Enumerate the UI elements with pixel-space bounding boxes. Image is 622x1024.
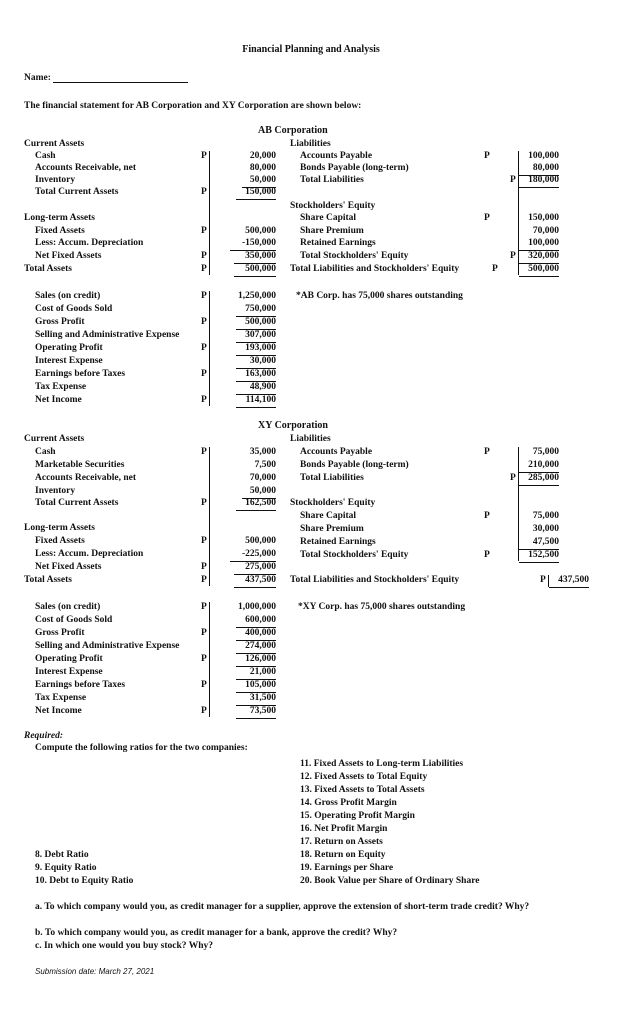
xy-ebt-label: Earnings before Taxes: [35, 680, 126, 690]
xy-ni-value: 73,500: [236, 706, 276, 719]
xy-nfa-label: Net Fixed Assets: [35, 562, 102, 572]
currency-symbol: P: [201, 680, 207, 690]
xy-ni-label: Net Income: [35, 706, 82, 716]
currency-symbol: P: [201, 264, 207, 274]
xy-inventory-label: Inventory: [35, 486, 76, 496]
ab-company-title: AB Corporation: [258, 125, 328, 136]
currency-symbol: P: [484, 447, 490, 457]
ab-op-value: 193,000: [236, 343, 276, 356]
ab-tax-label: Tax Expense: [35, 382, 87, 392]
currency-symbol: P: [201, 226, 207, 236]
name-field-line[interactable]: [53, 72, 188, 83]
value-column-rule: [209, 291, 210, 406]
ab-current-assets-heading: Current Assets: [24, 139, 85, 149]
currency-symbol: P: [484, 511, 490, 521]
xy-re-value: 47,500: [519, 537, 559, 550]
list-item: 16. Net Profit Margin: [300, 824, 388, 834]
intro-text: The financial statement for AB Corporation and XY Corporation are shown below:: [24, 101, 362, 111]
ab-re-value: 100,000: [519, 238, 559, 251]
currency-symbol: P: [484, 213, 490, 223]
list-item: 14. Gross Profit Margin: [300, 798, 397, 808]
ab-tl-label: Total Liabilities: [300, 175, 364, 185]
xy-op-value: 126,000: [236, 654, 276, 667]
currency-symbol: P: [510, 251, 516, 261]
xy-inventory-value: 50,000: [242, 486, 276, 499]
xy-tca-value: 162,500: [236, 498, 276, 511]
ab-dep-value: -150,000: [230, 238, 276, 251]
required-heading: Required:: [24, 731, 64, 741]
ab-sc-label: Share Capital: [300, 213, 357, 223]
list-item: 17. Return on Assets: [300, 837, 383, 847]
currency-symbol: P: [201, 628, 207, 638]
currency-symbol: P: [201, 187, 207, 197]
xy-sales-value: 1,000,000: [238, 602, 276, 612]
xy-tl-value: 285,000: [519, 473, 559, 486]
xy-sc-value: 75,000: [532, 511, 559, 521]
ab-tca-value: 150,000: [236, 187, 276, 200]
list-item: 15. Operating Profit Margin: [300, 811, 415, 821]
currency-symbol: P: [201, 498, 207, 508]
ab-ebt-label: Earnings before Taxes: [35, 369, 126, 379]
ab-liabilities-heading: Liabilities: [290, 139, 331, 149]
xy-ebt-value: 105,000: [236, 680, 276, 693]
xy-bp-label: Bonds Payable (long-term): [300, 460, 409, 470]
ab-fixed-value: 500,000: [245, 226, 276, 236]
xy-dep-value: -225,000: [230, 549, 276, 562]
currency-symbol: P: [201, 447, 207, 457]
xy-int-label: Interest Expense: [35, 667, 103, 677]
currency-symbol: P: [510, 473, 516, 483]
ab-op-label: Operating Profit: [35, 343, 103, 353]
ab-ebt-value: 163,000: [236, 369, 276, 382]
ab-bp-value: 80,000: [519, 163, 559, 176]
xy-bp-value: 210,000: [519, 460, 559, 473]
ab-inventory-value: 50,000: [242, 175, 276, 188]
ab-inventory-label: Inventory: [35, 175, 76, 185]
xy-tax-label: Tax Expense: [35, 693, 87, 703]
xy-ta-value: 437,500: [234, 575, 276, 588]
xy-sales-label: Sales (on credit): [35, 602, 101, 612]
currency-symbol: P: [201, 654, 207, 664]
xy-ap-value: 75,000: [532, 447, 559, 457]
xy-lt-assets-heading: Long-term Assets: [24, 523, 95, 533]
xy-dep-label: Less: Accum. Depreciation: [35, 549, 144, 559]
ab-tl-value: 180,000: [519, 175, 559, 188]
xy-fixed-label: Fixed Assets: [35, 536, 85, 546]
xy-cogs-label: Cost of Goods Sold: [35, 615, 113, 625]
ab-sales-value: 1,250,000: [238, 291, 276, 301]
question-b: b. To which company would you, as credit manager for a bank, approve the credit? Why?: [35, 928, 398, 938]
xy-cash-value: 35,000: [249, 447, 276, 457]
page-title: Financial Planning and Analysis: [242, 44, 380, 55]
ab-sc-value: 150,000: [528, 213, 559, 223]
xy-tse-label: Total Stockholders' Equity: [300, 550, 409, 560]
xy-sga-label: Selling and Administrative Expense: [35, 641, 180, 651]
currency-symbol: P: [201, 291, 207, 301]
ab-ap-value: 100,000: [528, 151, 559, 161]
ab-gp-label: Gross Profit: [35, 317, 85, 327]
ab-tse-label: Total Stockholders' Equity: [300, 251, 409, 261]
list-item: 13. Fixed Assets to Total Assets: [300, 785, 425, 795]
question-a: a. To which company would you, as credit manager for a supplier, approve the extension of short-term trade credit? Why?: [35, 902, 530, 912]
ab-ar-label: Accounts Receivable, net: [35, 163, 137, 173]
currency-symbol: P: [510, 175, 516, 185]
ab-cogs-value: 750,000: [236, 304, 276, 317]
xy-company-title: XY Corporation: [258, 420, 328, 431]
ab-ni-value: 114,100: [236, 395, 276, 408]
ab-ni-label: Net Income: [35, 395, 82, 405]
list-item: 10. Debt to Equity Ratio: [35, 876, 134, 886]
list-item: 8. Debt Ratio: [35, 850, 89, 860]
xy-tax-value: 31,500: [236, 693, 276, 706]
currency-symbol: P: [492, 264, 498, 274]
xy-tse-value: 152,500: [519, 550, 559, 563]
xy-nfa-value: 275,000: [234, 562, 276, 575]
ab-sga-value: 307,000: [236, 330, 276, 343]
currency-symbol: P: [484, 151, 490, 161]
question-c: c. In which one would you buy stock? Why?: [35, 941, 213, 951]
ab-ar-value: 80,000: [249, 163, 276, 173]
xy-ar-label: Accounts Receivable, net: [35, 473, 137, 483]
xy-tca-label: Total Current Assets: [35, 498, 119, 508]
xy-tl-label: Total Liabilities: [300, 473, 364, 483]
xy-sc-label: Share Capital: [300, 511, 357, 521]
ab-ta-label: Total Assets: [24, 264, 72, 274]
ab-cash-label: Cash: [35, 151, 56, 161]
currency-symbol: P: [484, 550, 490, 560]
xy-current-assets-heading: Current Assets: [24, 434, 85, 444]
currency-symbol: P: [201, 575, 207, 585]
xy-re-label: Retained Earnings: [300, 537, 376, 547]
currency-symbol: P: [201, 251, 207, 261]
ab-fixed-label: Fixed Assets: [35, 226, 85, 236]
ab-tca-label: Total Current Assets: [35, 187, 119, 197]
xy-fixed-value: 500,000: [245, 536, 276, 546]
ab-sales-label: Sales (on credit): [35, 291, 101, 301]
currency-symbol: P: [540, 575, 546, 585]
ab-lt-assets-heading: Long-term Assets: [24, 213, 95, 223]
xy-ar-value: 70,000: [249, 473, 276, 483]
xy-sp-label: Share Premium: [300, 524, 364, 534]
currency-symbol: P: [201, 706, 207, 716]
xy-ap-label: Accounts Payable: [300, 447, 373, 457]
ab-tle-label: Total Liabilities and Stockholders' Equity: [290, 264, 460, 274]
ab-nfa-value: 350,000: [234, 251, 276, 264]
xy-tle-label: Total Liabilities and Stockholders' Equity: [290, 575, 460, 585]
ab-tle-value: 500,000: [519, 264, 559, 277]
ab-re-label: Retained Earnings: [300, 238, 376, 248]
currency-symbol: P: [201, 395, 207, 405]
ab-dep-label: Less: Accum. Depreciation: [35, 238, 144, 248]
xy-cogs-value: 600,000: [236, 615, 276, 628]
list-item: 12. Fixed Assets to Total Equity: [300, 772, 428, 782]
xy-shares-note: *XY Corp. has 75,000 shares outstanding: [298, 602, 466, 612]
submission-date: Submission date: March 27, 2021: [35, 967, 155, 976]
ab-cogs-label: Cost of Goods Sold: [35, 304, 113, 314]
list-item: 9. Equity Ratio: [35, 863, 97, 873]
xy-cash-label: Cash: [35, 447, 56, 457]
ab-int-value: 30,000: [236, 356, 276, 369]
xy-tle-value: 437,500: [549, 575, 589, 588]
xy-sp-value: 30,000: [532, 524, 559, 534]
currency-symbol: P: [201, 602, 207, 612]
currency-symbol: P: [201, 562, 207, 572]
ab-tax-value: 48,900: [236, 382, 276, 395]
xy-sga-value: 274,000: [236, 641, 276, 654]
ab-tse-value: 320,000: [519, 251, 559, 264]
list-item: 20. Book Value per Share of Ordinary Share: [300, 876, 480, 886]
currency-symbol: P: [201, 151, 207, 161]
currency-symbol: P: [201, 536, 207, 546]
currency-symbol: P: [201, 343, 207, 353]
xy-equity-heading: Stockholders' Equity: [290, 498, 376, 508]
xy-ms-label: Marketable Securities: [35, 460, 125, 470]
value-column-rule: [209, 602, 210, 717]
list-item: 19. Earnings per Share: [300, 863, 394, 873]
required-instruction: Compute the following ratios for the two companies:: [35, 743, 248, 753]
currency-symbol: P: [201, 317, 207, 327]
ab-int-label: Interest Expense: [35, 356, 103, 366]
xy-gp-label: Gross Profit: [35, 628, 85, 638]
ab-nfa-label: Net Fixed Assets: [35, 251, 102, 261]
list-item: 18. Return on Equity: [300, 850, 386, 860]
ab-shares-note: *AB Corp. has 75,000 shares outstanding: [296, 291, 463, 301]
ab-sp-label: Share Premium: [300, 226, 364, 236]
xy-op-label: Operating Profit: [35, 654, 103, 664]
name-label: Name:: [24, 73, 51, 83]
ab-ap-label: Accounts Payable: [300, 151, 373, 161]
ab-cash-value: 20,000: [249, 151, 276, 161]
xy-int-value: 21,000: [236, 667, 276, 680]
xy-liabilities-heading: Liabilities: [290, 434, 331, 444]
ab-equity-heading: Stockholders' Equity: [290, 201, 376, 211]
xy-gp-value: 400,000: [236, 628, 276, 641]
xy-ta-label: Total Assets: [24, 575, 72, 585]
ab-ta-value: 500,000: [234, 264, 276, 277]
ab-sga-label: Selling and Administrative Expense: [35, 330, 180, 340]
ab-gp-value: 500,000: [236, 317, 276, 330]
ab-sp-value: 70,000: [532, 226, 559, 236]
ab-bp-label: Bonds Payable (long-term): [300, 163, 409, 173]
xy-ms-value: 7,500: [254, 460, 276, 470]
currency-symbol: P: [201, 369, 207, 379]
list-item: 11. Fixed Assets to Long-term Liabilities: [300, 759, 464, 769]
